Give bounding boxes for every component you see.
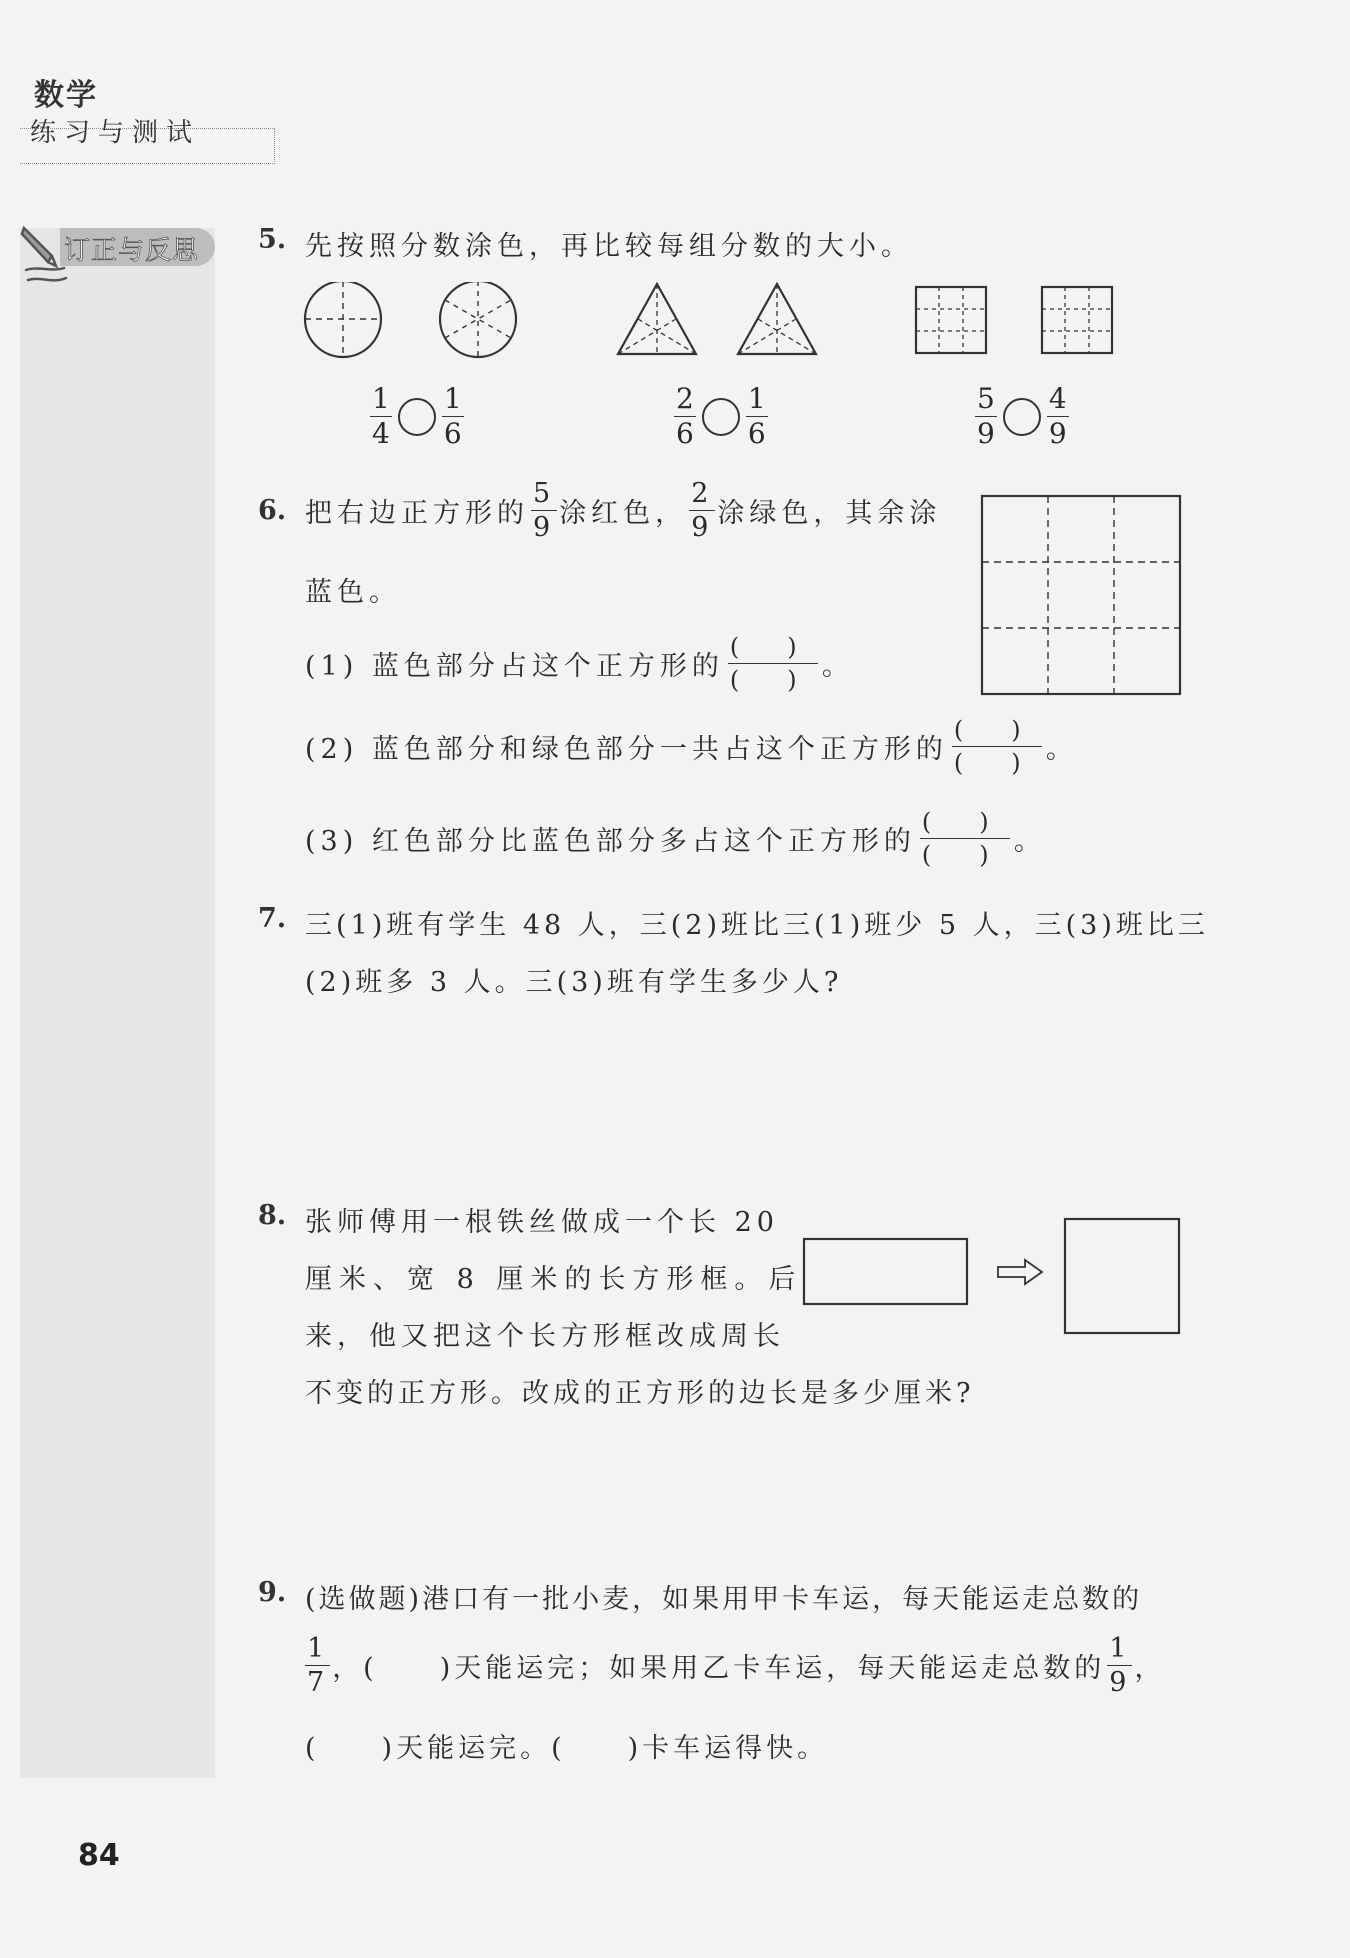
page-number: 84 [78,1838,120,1873]
compare-pair-1 [368,382,466,450]
question-6-line-2: 蓝色。 [305,577,401,608]
book-title: 练习与测试 [30,118,201,148]
subject-title: 数学 [34,78,98,113]
answer-fraction-blank[interactable]: ( ) ( ) [920,810,1010,867]
question-6-grid-square [980,494,1182,696]
question-6-part-1: (1) 蓝色部分占这个正方形的 ( ) ( ) 。 [305,633,854,694]
fraction-left: $\frac{2}{6}$ [676,382,694,450]
question-8-line-2: 厘米、宽 8 厘米的长方形框。后 [305,1264,803,1295]
question-7-number: 7. [258,903,287,934]
question-6-number: 6. [258,495,287,526]
fraction-right: $\frac{4}{9}$ [1048,382,1067,450]
fraction-left: $\frac{1}{4}$ [372,382,390,450]
question-6-part-3: (3) 红色部分比蓝色部分多占这个正方形的 ( ) ( ) 。 [305,808,1046,869]
triangle-sixths-figure-a [618,284,696,354]
circle-quarters-figure [305,282,381,357]
pencil-icon [18,222,70,292]
square-ninths-figure-a [916,287,986,353]
answer-fraction-blank[interactable]: ( ) ( ) [728,635,818,692]
question-7-line-1: 三(1)班有学生 48 人，三(2)班比三(1)班少 5 人，三(3)班比三 [305,910,1209,941]
square-ninths-figure-b [1042,287,1112,353]
question-6-line-1: 把右边正方形的 $\frac{5}{9}$ 涂红色， $\frac{2}{9}$ 涂绿色，其余涂 [305,478,942,543]
fraction-left: $\frac{5}{9}$ [977,382,995,450]
question-9-line-3: ( )天能运完。( )卡车运得快。 [305,1733,829,1764]
fraction-right: $\frac{1}{6}$ [747,382,766,450]
reflection-tag-label: 订正与反思 [64,236,200,266]
fraction-right: $\frac{1}{6}$ [443,382,462,450]
triangle-sixths-figure-b [738,284,816,354]
fraction-five-ninths: $\frac{5}{9}$ [533,478,556,543]
square-frame [1065,1219,1179,1333]
compare-pair-2 [672,382,770,450]
question-9-line-1: (选做题)港口有一批小麦，如果用甲卡车运，每天能运走总数的 [305,1584,1143,1615]
question-7-line-2: (2)班多 3 人。三(3)班有学生多少人? [305,967,843,998]
fraction-one-ninth: $\frac{1}{9}$ [1109,1633,1131,1698]
question-5-shapes [300,282,1120,362]
compare-circle-blank[interactable] [398,398,436,436]
fraction-two-ninths: $\frac{2}{9}$ [691,478,714,543]
compare-circle-blank[interactable] [702,398,740,436]
answer-fraction-blank[interactable]: ( ) ( ) [952,718,1042,775]
question-8-number: 8. [258,1200,287,1231]
question-8-figure [800,1215,1185,1337]
compare-pair-3 [973,382,1071,450]
question-5-number: 5. [258,224,287,255]
circle-sixths-figure [440,282,516,357]
question-8-line-3: 来，他又把这个长方形框改成周长 [305,1321,785,1352]
question-8-line-4: 不变的正方形。改成的正方形的边长是多少厘米? [305,1378,975,1409]
rectangle-frame [804,1239,967,1304]
right-arrow-icon [998,1260,1042,1284]
compare-circle-blank[interactable] [1003,398,1041,436]
question-6-part-2: (2) 蓝色部分和绿色部分一共占这个正方形的 ( ) ( ) 。 [305,716,1078,777]
question-9-line-2: $\frac{1}{7}$ ，( )天能运完；如果用乙卡车运，每天能运走总数的 $\frac{1}{9}$ ， [307,1633,1166,1698]
fraction-one-seventh: $\frac{1}{7}$ [307,1633,329,1698]
question-5-text: 先按照分数涂色，再比较每组分数的大小。 [305,231,913,262]
question-9-number: 9. [258,1577,287,1608]
reflection-column [20,228,215,1778]
question-8-line-1: 张师傅用一根铁丝做成一个长 20 [305,1207,779,1238]
